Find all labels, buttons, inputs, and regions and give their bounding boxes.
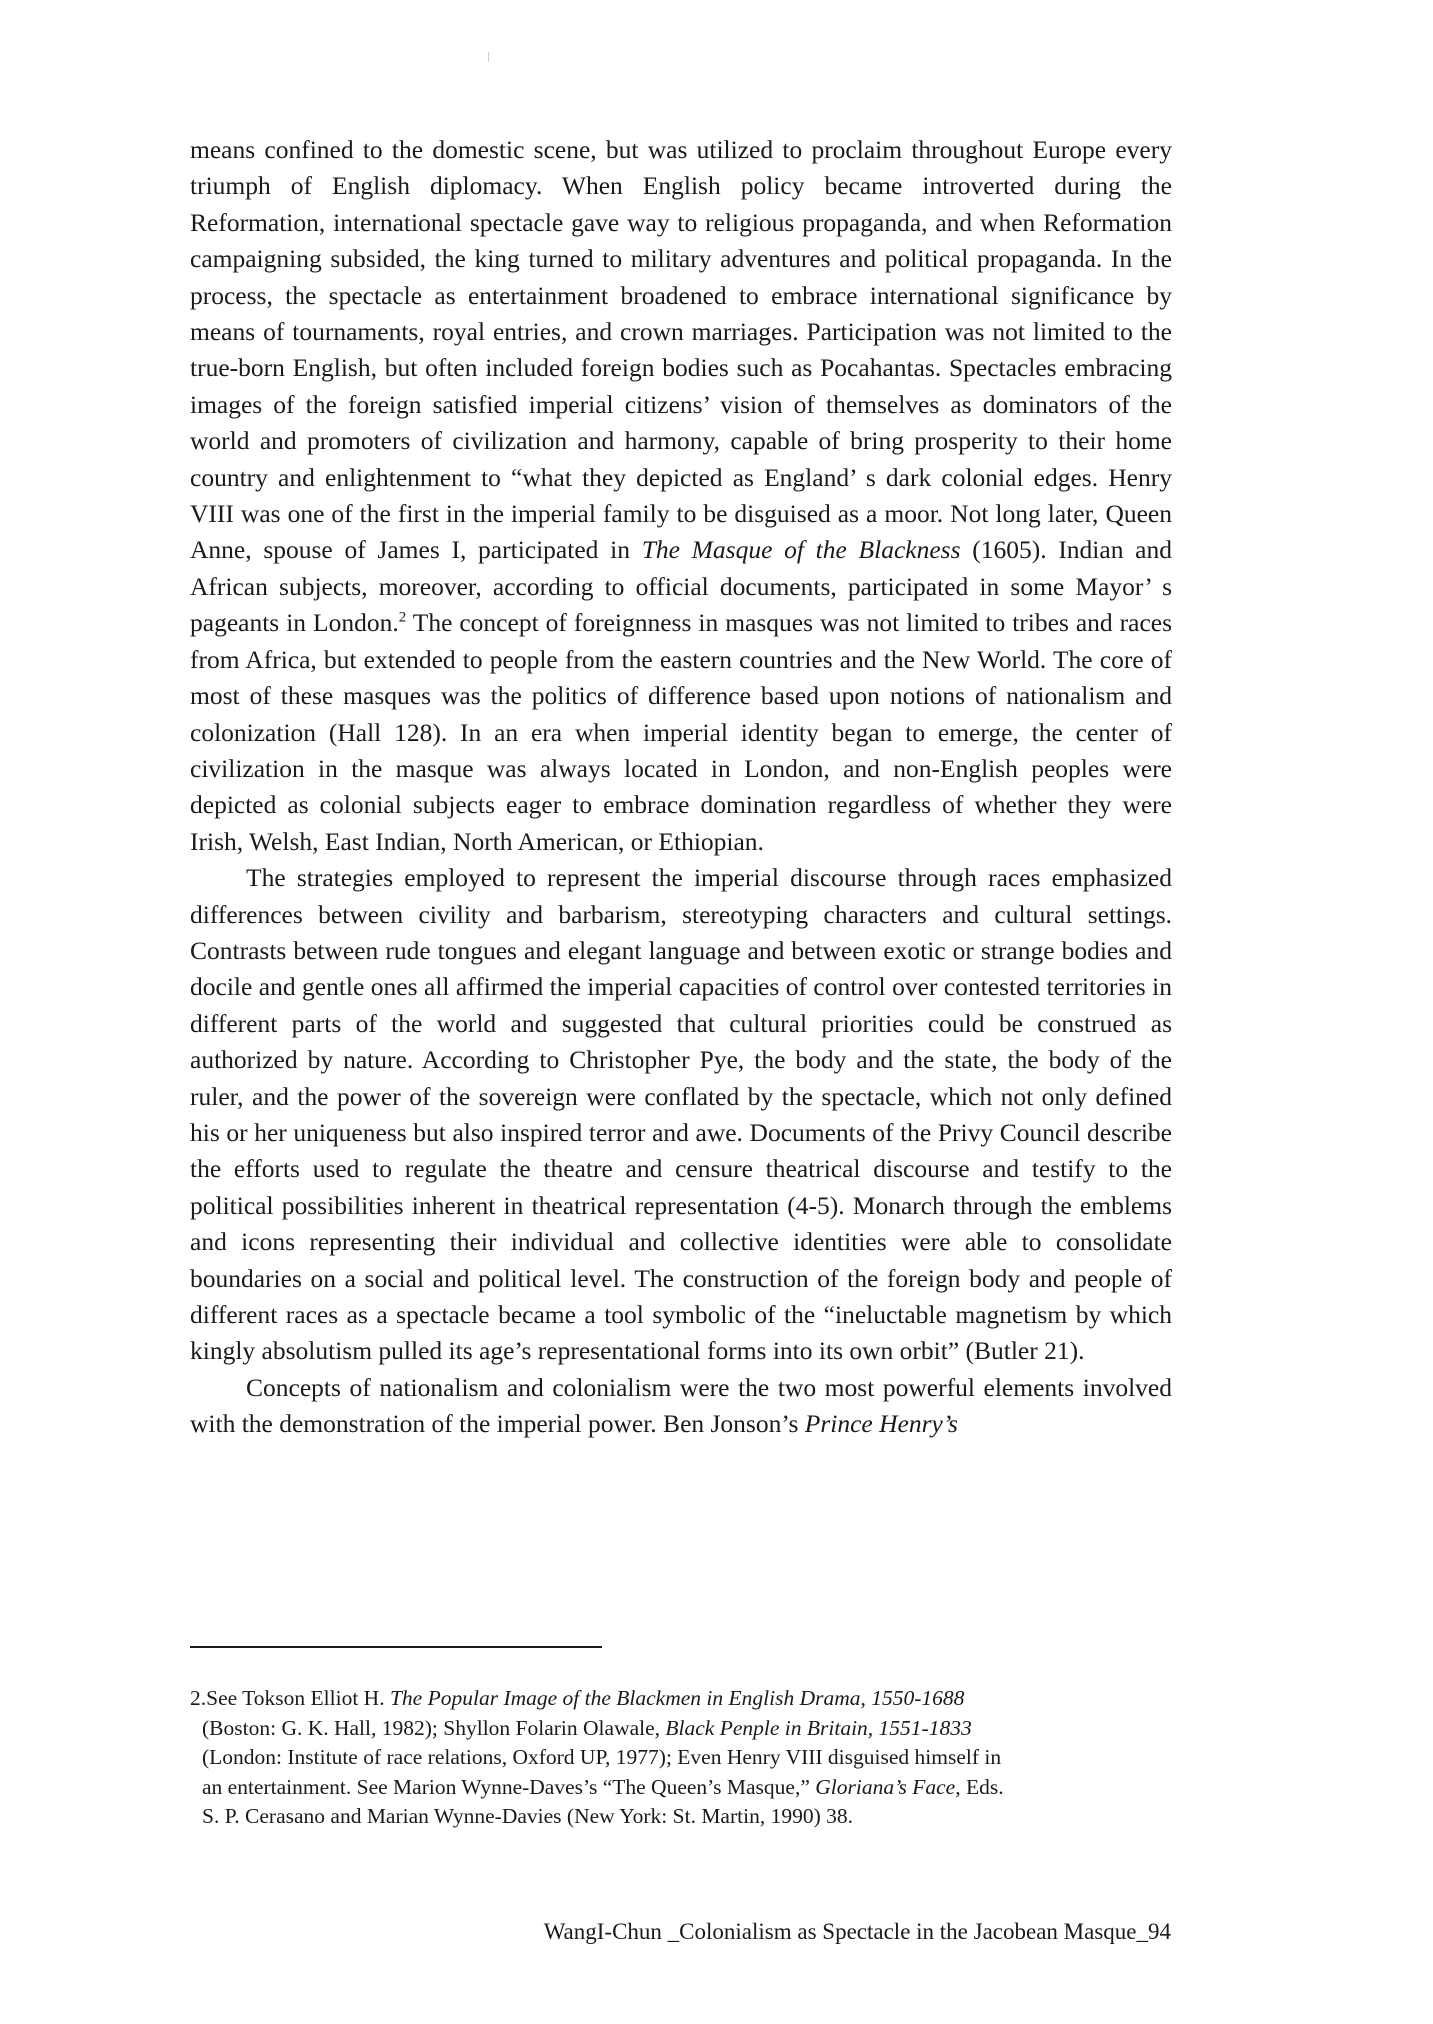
footnote-text: 2.See Tokson Elliot H. [190, 1686, 390, 1710]
footnote-work-title: The Popular Image of the Blackmen in English Drama, 1550-1688 [389, 1686, 965, 1710]
paragraph-1-text-a: means confined to the domestic scene, but was utilized to proclaim throughout Europe every triumph of English diplomacy. When English policy became introverted during the Reformation, international spectacle gave way to religious propaganda, and when Reformation campaigning subsided, the king turned to military adventures and political propaganda. In the process, the spectacle as entertainment broadened to embrace international significance by means of tournaments, royal entries, and crown marriages. Participation was not limited to the true-born English, but often included foreign bodies such as Pocahantas. Spectacles embracing images of the foreign satisfied imperial citizens’ vision of themselves as dominators of the world and promoters of civilization and harmony, capable of bring prosperity to their home country and enlightenment to “what they depicted as England’ s dark colonial edges. Henry VIII was one of the first in the imperial family to be disguised as a moor. Not long later, Queen Anne, spouse of James I, participated in [190, 135, 1172, 565]
footnote-reference: 2 [398, 609, 407, 626]
paragraph-3 [190, 1370, 1172, 1443]
work-title-prince-henrys: Prince Henry’s [804, 1409, 958, 1439]
work-title-masque-of-blackness: The Masque of the Blackness [641, 535, 961, 565]
footnote-line [190, 1684, 1170, 1714]
paragraph-3-text-a: Concepts of nationalism and colonialism were the two most powerful elements involved with the demonstration of the imperial power. Ben Jonson’s [190, 1372, 1172, 1439]
footnote-text: (Boston: G. K. Hall, 1982); Shyllon Folarin Olawale, [202, 1715, 666, 1740]
paragraph-2: The strategies employed to represent the imperial discourse through races emphasized differences between civility and barbarism, stereotyping characters and cultural settings. Contrasts between rude tongues and elegant language and between exotic or strange bodies and docile and gentle ones all affirmed the imperial capacities of control over contested territories in different parts of the world and suggested that cultural priorities could be construed as authorized by nature. According to Christopher Pye, the body and the state, the body of the ruler, and the power of the sovereign were conflated by the spectacle, which not only defined his or her uniqueness but also inspired terror and awe. Documents of the Privy Council describe the efforts used to regulate the theatre and censure theatrical discourse and testify to the political possibilities inherent in theatrical representation (4-5). Monarch through the emblems and icons representing their individual and collective identities were able to consolidate boundaries on a social and political level. The construction of the foreign body and people of different races as a spectacle became a tool symbolic of the “ineluctable magnetism by which kingly absolutism pulled its age’s representational forms into its own orbit” (Butler 21). [190, 863, 1172, 1366]
body-text [190, 132, 1172, 1443]
footnote-text: an entertainment. See Marion Wynne-Daves’s “The Queen’s Masque,” [202, 1774, 816, 1799]
footnote-2 [190, 1684, 1170, 1832]
footnote-work-title: Gloriana’s Face [815, 1774, 956, 1799]
footnote-separator [190, 1646, 602, 1648]
scan-speck [488, 52, 489, 62]
running-footer: WangI-Chun _Colonialism as Spectacle in the Jacobean Masque_94 [543, 1919, 1171, 1944]
footnote-line [190, 1714, 1170, 1744]
paragraph-1-text-b: (1605). Indian and African subjects, moreover, according to official documents, participated in some Mayor’ s pageants in London. [190, 535, 1172, 638]
footnote-line: (London: Institute of race relations, Oxford UP, 1977); Even Henry VIII disguised himself in [202, 1745, 1002, 1769]
footnote-line: S. P. Cerasano and Marian Wynne-Davies (New York: St. Martin, 1990) 38. [202, 1804, 853, 1828]
paragraph-1-text-c: The concept of foreignness in masques was not limited to tribes and races from Africa, but extended to people from the eastern countries and the New World. The core of most of these masques was the politics of difference based upon notions of nationalism and colonization (Hall 128). In an era when imperial identity began to emerge, the center of civilization in the masque was always located in London, and non-English peoples were depicted as colonial subjects eager to embrace domination regardless of whether they were Irish, Welsh, East Indian, North American, or Ethiopian. [190, 608, 1173, 856]
paragraph-1 [190, 132, 1172, 860]
footnote-text: , Eds. [955, 1774, 1004, 1799]
footnote-work-title: Black Penple in Britain, 1551-1833 [665, 1715, 972, 1740]
footnote-line [190, 1773, 1170, 1803]
